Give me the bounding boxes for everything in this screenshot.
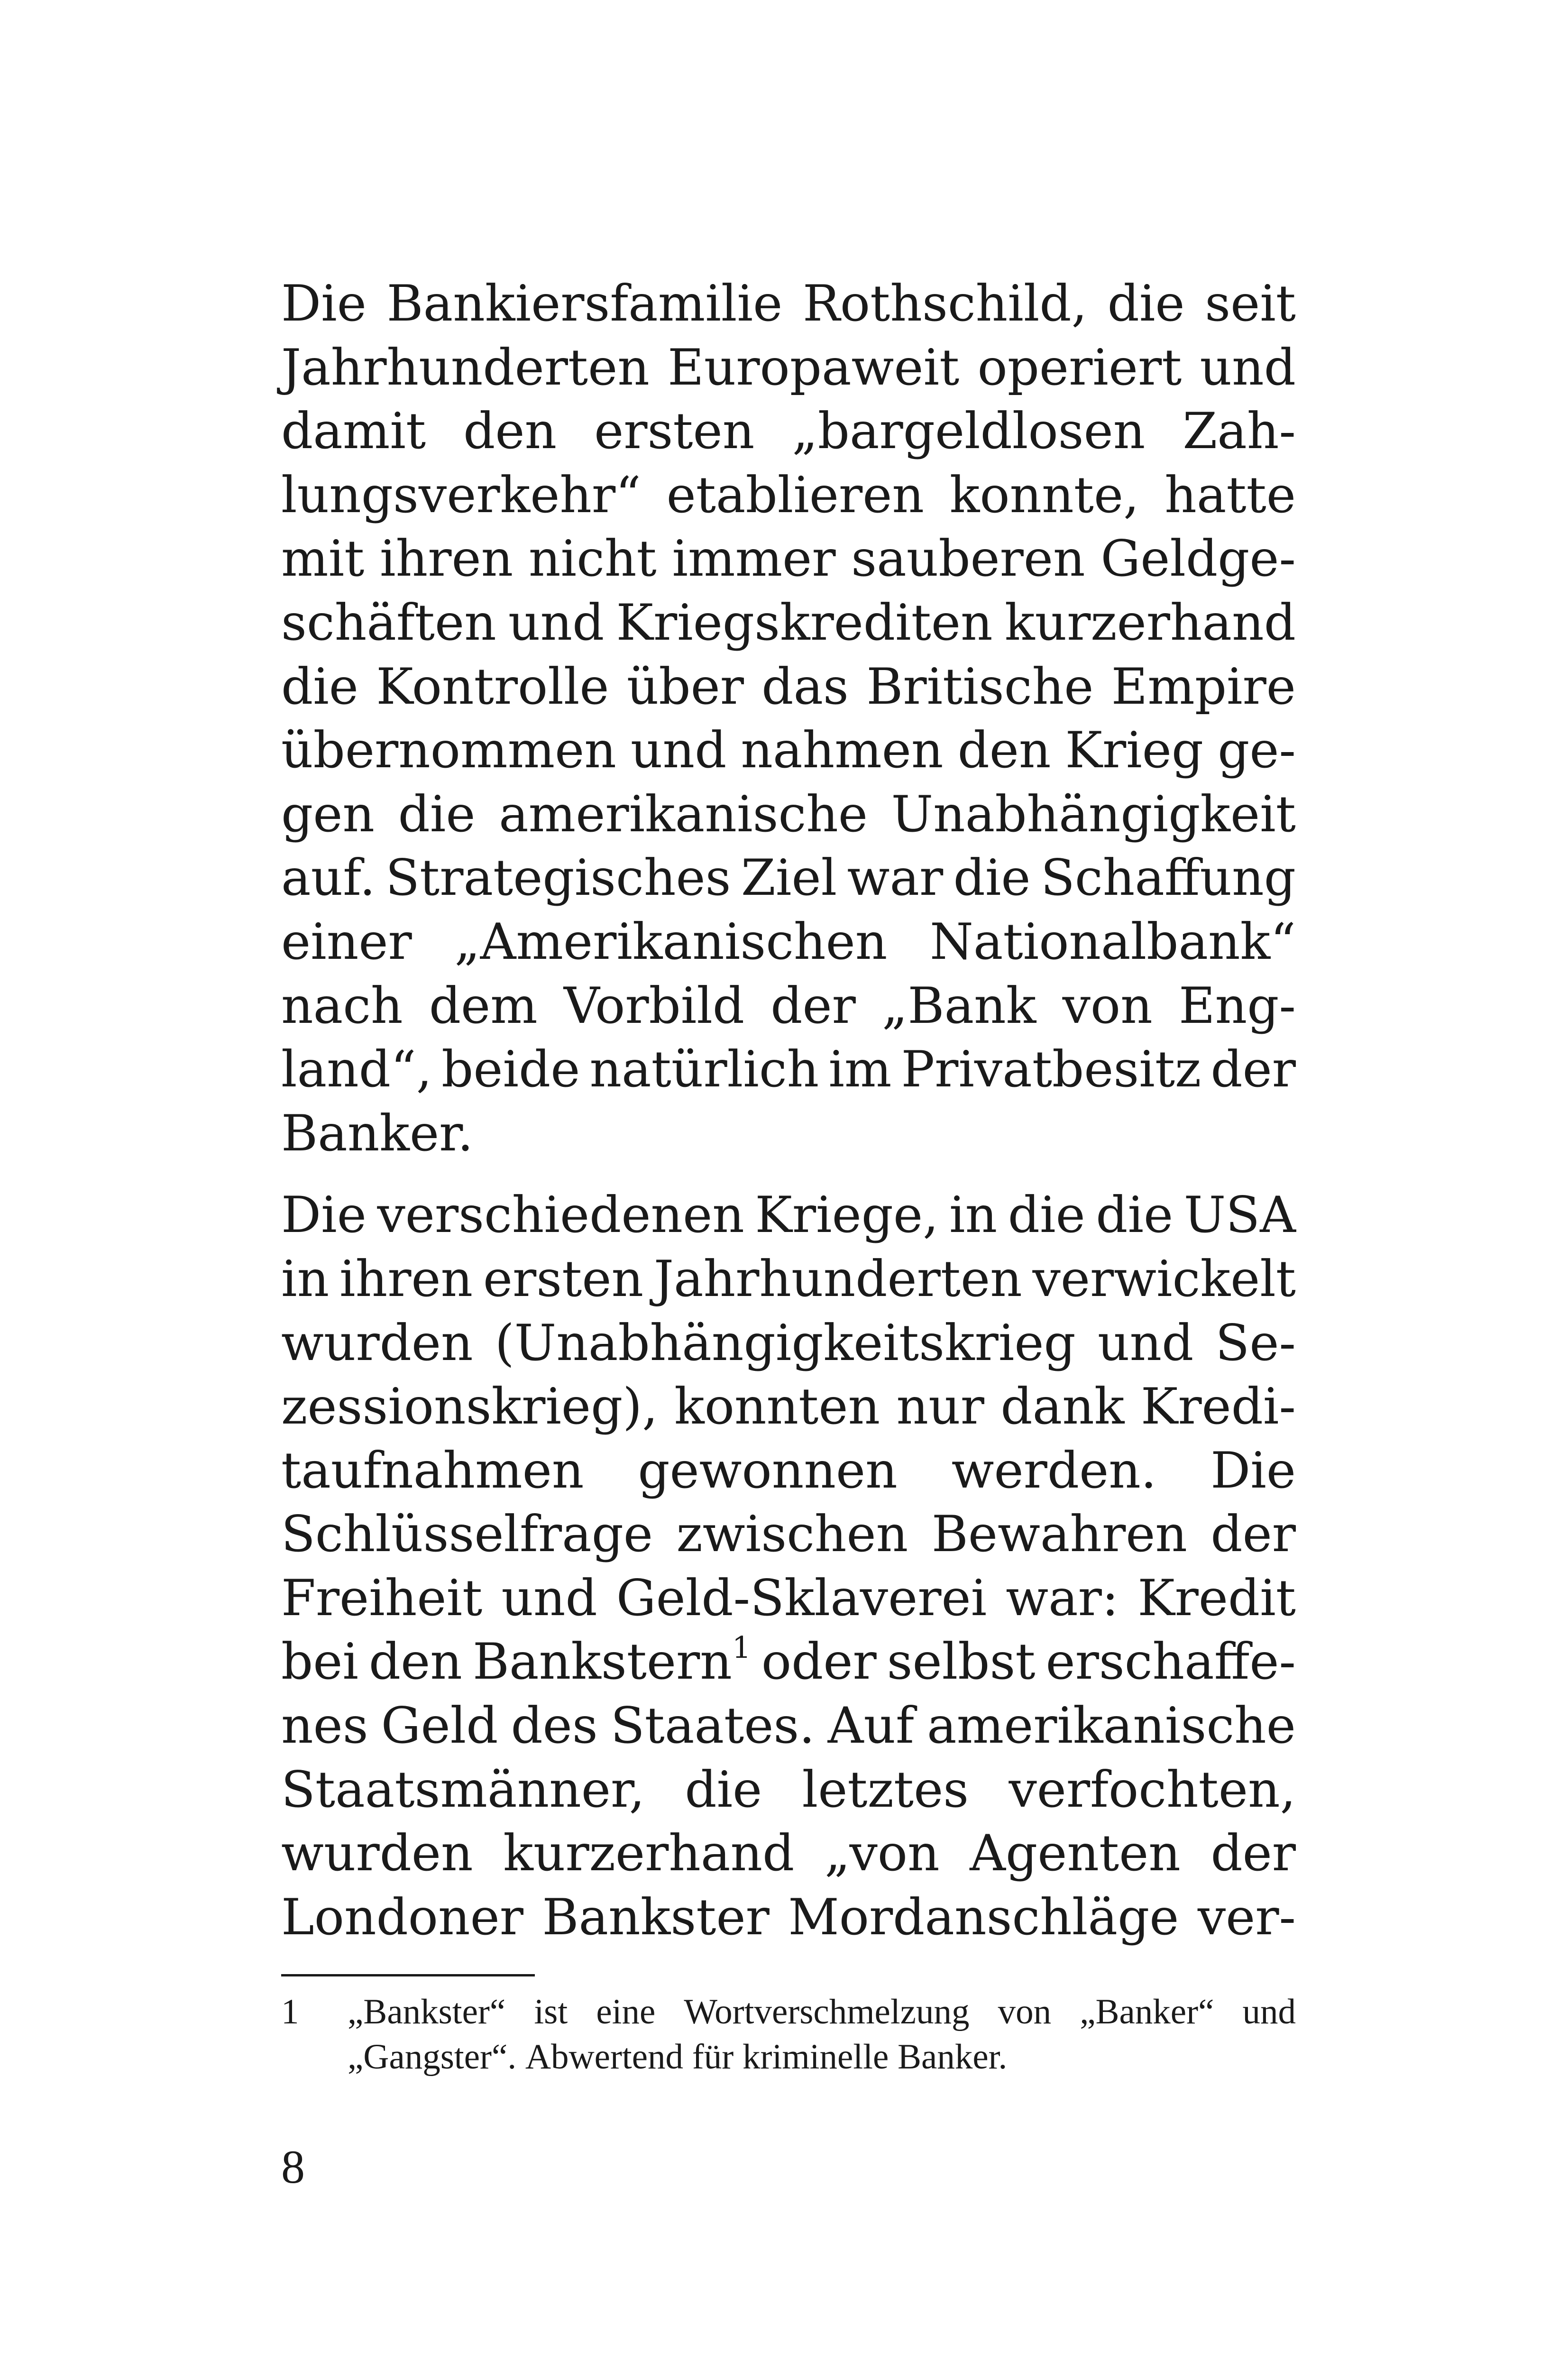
word: Europaweit: [668, 338, 960, 396]
word: Nationalbank“: [929, 912, 1296, 971]
word: land“,: [281, 1040, 432, 1099]
word: den: [463, 402, 557, 460]
word: der: [1210, 1040, 1296, 1099]
text-line: [281, 1375, 1296, 1439]
word: die: [281, 657, 358, 716]
text-line: [281, 272, 1296, 336]
footnote-line: [348, 2034, 1296, 2079]
word: in: [949, 1186, 998, 1244]
word: Schaffung: [1040, 849, 1296, 907]
text-line: [281, 527, 1296, 591]
word: der: [770, 976, 856, 1035]
text-line: [281, 1821, 1296, 1885]
word: kurzerhand: [503, 1824, 795, 1883]
word: ist: [534, 1992, 568, 2031]
word: kriminelle: [743, 2037, 889, 2077]
word: nes: [281, 1697, 368, 1755]
word: das: [761, 657, 849, 716]
word: Jahrhunderten: [281, 338, 650, 396]
word: „Gangster“.: [348, 2037, 517, 2077]
word: Schlüsselfrage: [281, 1505, 653, 1563]
word: Kriegskrediten: [616, 593, 993, 652]
text-line: [281, 399, 1296, 463]
word: sauberen: [851, 530, 1085, 588]
word: Unabhängigkeit: [891, 785, 1296, 843]
word: operiert: [977, 338, 1182, 396]
word: Geld: [381, 1697, 498, 1755]
word: amerikanische: [926, 1697, 1296, 1755]
footnote-divider: [281, 1974, 535, 1976]
word: ge-: [1218, 721, 1296, 780]
word: die: [685, 1760, 762, 1819]
word: wurden: [281, 1314, 473, 1372]
word: Freiheit: [281, 1569, 483, 1627]
word: oder: [761, 1633, 877, 1691]
word: und: [1242, 1992, 1296, 2031]
word: Bankster: [542, 1888, 770, 1946]
word: Banker.: [281, 1104, 474, 1162]
word: die: [1107, 275, 1185, 332]
paragraph-gap: [281, 1165, 1296, 1183]
word: Se-: [1215, 1314, 1296, 1372]
word: konnte,: [949, 466, 1139, 524]
word: in: [281, 1250, 330, 1308]
word: ver-: [1197, 1888, 1296, 1946]
word: zwischen: [676, 1505, 908, 1563]
word: und: [1097, 1314, 1194, 1372]
text-line: [281, 655, 1296, 719]
word: hatte: [1165, 466, 1296, 524]
word: „Bankster“: [348, 1992, 506, 2031]
word: von: [998, 1992, 1052, 2031]
text-line: [281, 718, 1296, 782]
word: dem: [429, 976, 538, 1035]
text-line: [281, 1311, 1296, 1375]
word: Londoner: [281, 1888, 523, 1946]
text-line: [281, 974, 1296, 1038]
word: über: [626, 657, 744, 716]
word: und: [1200, 338, 1296, 396]
footnote-reference: 1: [732, 1630, 751, 1665]
word: die: [398, 785, 476, 843]
word: erschaffe-: [1045, 1633, 1296, 1691]
paragraph: [281, 1183, 1296, 1949]
word: Staatsmänner,: [281, 1760, 645, 1819]
word: gewonnen: [638, 1441, 898, 1499]
word: Agenten: [970, 1824, 1181, 1883]
word: Ziel: [741, 849, 837, 907]
word: etablieren: [666, 466, 924, 524]
word: (Unabhängigkeitskrieg: [495, 1314, 1076, 1372]
word: „bargeldlosen: [792, 402, 1146, 460]
word: Kredit: [1137, 1569, 1296, 1627]
word: im: [828, 1040, 892, 1099]
text-line: [281, 1566, 1296, 1630]
word: der: [1210, 1824, 1296, 1883]
word: Mordanschläge: [788, 1888, 1179, 1946]
word: die: [1008, 1186, 1085, 1244]
word: den: [368, 1633, 462, 1691]
word: „Bank: [882, 976, 1036, 1035]
word: nur: [896, 1378, 984, 1436]
word: Eng-: [1178, 976, 1296, 1035]
word: Rothschild,: [802, 275, 1088, 332]
word: lungsverkehr“: [281, 466, 641, 524]
word: dank: [1000, 1378, 1125, 1436]
word: übernommen: [281, 721, 616, 780]
text-line: [281, 1694, 1296, 1758]
word: den: [957, 721, 1051, 780]
word: Kontrolle: [376, 657, 609, 716]
text-line: [281, 1885, 1296, 1949]
word: ersten: [594, 402, 755, 460]
word: verschiedenen: [377, 1186, 744, 1244]
word: einer: [281, 912, 412, 971]
footnote-number: 1: [281, 1992, 299, 2031]
word: Geld-Sklaverei: [616, 1569, 987, 1627]
word: nicht: [528, 530, 657, 588]
text-line: [281, 1758, 1296, 1822]
word: die: [1096, 1186, 1174, 1244]
text-line: [281, 910, 1296, 974]
word: „Banker“: [1080, 1992, 1214, 2031]
word: amerikanische: [499, 785, 868, 843]
word: seit: [1205, 275, 1296, 332]
word: letztes: [802, 1760, 969, 1819]
footnote-line: [348, 1989, 1296, 2034]
word: und: [630, 721, 727, 780]
word: auf.: [281, 849, 376, 907]
word: nahmen: [741, 721, 944, 780]
word: Bankstern$^1$: [472, 1630, 751, 1691]
word: war:: [1006, 1569, 1119, 1627]
text-line: [281, 1630, 1296, 1694]
text-line: [281, 463, 1296, 527]
word: der: [1210, 1505, 1296, 1563]
word: taufnahmen: [281, 1441, 584, 1499]
body-text: [281, 272, 1296, 1949]
word: kurzerhand: [1004, 593, 1296, 652]
word: konnten: [674, 1378, 880, 1436]
word: von: [1062, 976, 1153, 1035]
text-line: [281, 336, 1296, 400]
word: Britische: [866, 657, 1094, 716]
text-line: [281, 846, 1296, 910]
word: Wortverschmelzung: [684, 1992, 970, 2031]
word: Die: [281, 1186, 367, 1244]
word: nach: [281, 976, 403, 1035]
word: Die: [281, 275, 367, 332]
word: wurden: [281, 1824, 473, 1883]
word: Zah-: [1183, 402, 1296, 460]
word: des: [511, 1697, 598, 1755]
word: für: [692, 2037, 734, 2077]
word: Jahrhunderten: [653, 1250, 1022, 1308]
text-line: [281, 1183, 1296, 1247]
word: Privatbesitz: [901, 1040, 1201, 1099]
word: gen: [281, 785, 375, 843]
word: selbst: [887, 1633, 1036, 1691]
word: USA: [1183, 1186, 1296, 1244]
word: ihren: [380, 530, 513, 588]
word: beide: [441, 1040, 580, 1099]
word: Kriege,: [755, 1186, 939, 1244]
text-line: [281, 1247, 1296, 1311]
word: eine: [596, 1992, 656, 2031]
word: verfochten,: [1009, 1760, 1296, 1819]
word: und: [508, 593, 605, 652]
word: schäften: [281, 593, 496, 652]
word: mit: [281, 530, 365, 588]
text-line: [281, 1102, 1296, 1166]
word: „von: [824, 1824, 940, 1883]
word: Bewahren: [931, 1505, 1188, 1563]
word: Banker.: [898, 2037, 1008, 2077]
footnote-text: [348, 1989, 1296, 2079]
word: ersten: [483, 1250, 644, 1308]
word: immer: [672, 530, 836, 588]
word: werden.: [951, 1441, 1157, 1499]
paragraph: [281, 272, 1296, 1165]
text-line: [281, 1038, 1296, 1102]
text-line: [281, 1502, 1296, 1566]
text-line: [281, 1439, 1296, 1503]
word: damit: [281, 402, 426, 460]
word: Staates.: [610, 1697, 815, 1755]
word: war: [847, 849, 944, 907]
word: Bankiersfamilie: [386, 275, 783, 332]
word: bei: [281, 1633, 358, 1691]
word: natürlich: [589, 1040, 819, 1099]
page-number: 8: [281, 2141, 305, 2193]
word: Die: [1210, 1441, 1296, 1499]
word: die: [953, 849, 1031, 907]
word: Geldge-: [1100, 530, 1296, 588]
word: Vorbild: [563, 976, 745, 1035]
word: Auf: [827, 1697, 914, 1755]
word: Strategisches: [385, 849, 731, 907]
word: verwickelt: [1032, 1250, 1296, 1308]
word: ihren: [339, 1250, 473, 1308]
text-line: [281, 591, 1296, 655]
word: Krieg: [1065, 721, 1204, 780]
text-line: [281, 782, 1296, 846]
word: und: [501, 1569, 597, 1627]
word: Empire: [1111, 657, 1296, 716]
word: Kredi-: [1140, 1378, 1296, 1436]
word: „Amerikanischen: [454, 912, 888, 971]
word: zessionskrieg),: [281, 1378, 658, 1436]
word: Abwertend: [525, 2037, 684, 2077]
